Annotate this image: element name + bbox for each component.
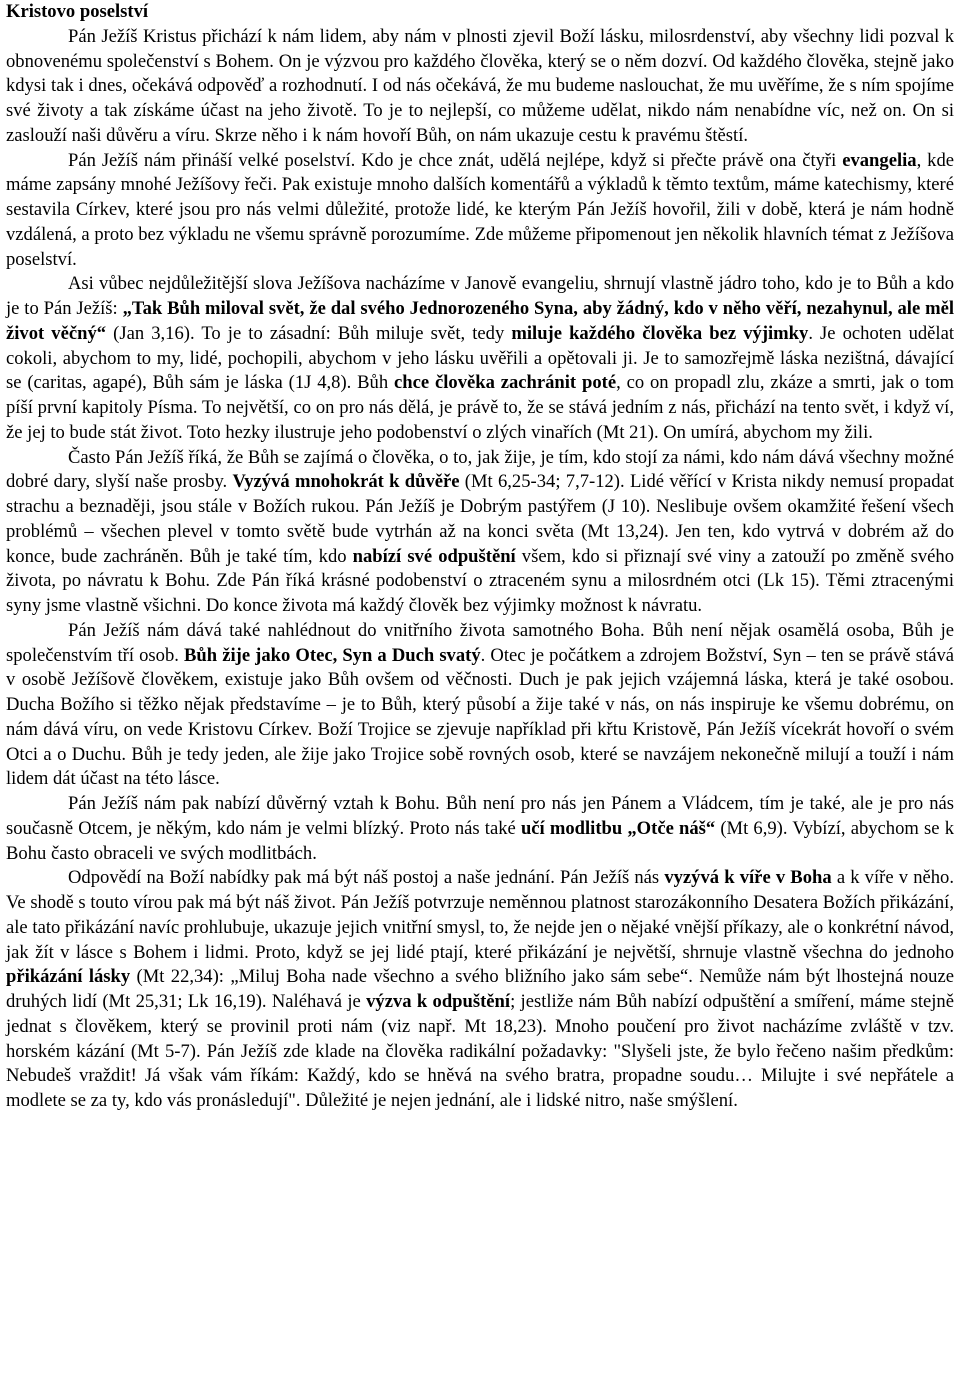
paragraph-text: ; jestliže nám Bůh nabízí odpuštění a smíření, máme stejně jednat s člověkem, který se provinil proti nám (viz např. Mt 18,23). Mnoho poučení pro život nacházíme zvláště v tzv. horském kázání (Mt 5-7). Pán Ježíš zde klade na člověka radikální požadavky: "Slyšeli jste, že bylo řečeno našim předkům: Nebudeš vraždit! Já však vám říkám: Každý, kdo se hněvá na svého bratra, propadne soudu… Milujte i své nepřátele a modlete se za ty, kdo vás pronásledují". Důležité je nejen jednání, ale i lidské nitro, naše smýšlení. (6, 991, 954, 1111)
emphasized-text: Vyzývá mnohokrát k důvěře (232, 471, 460, 493)
emphasized-text: miluje každého člověka bez výjimky (511, 322, 809, 344)
body-paragraph (6, 792, 954, 866)
body-paragraph (6, 272, 954, 445)
paragraph-text: všem, kdo si přiznají své viny a zatouží po změně svého života, po návratu k Bohu. Zde Pán říká krásné podobenství o ztraceném synu a milosrdném otci (Lk 15). Těmi ztracenými syny jsme vlastně všichni. Do konce života má každý člověk bez výjimky možnost k návratu. (6, 545, 954, 616)
paragraph-text: . Otec je počátkem a zdrojem Božství, Syn – ten se právě stává v osobě Ježíšově člověkem, existuje jako Bůh ovšem od věčnosti. Duch je pak jejich vzájemná láska, která je také osobou. Ducha Božího si těžko nějak představíme – je to Bůh, který působí a žije také v nás, on nás inspiruje ke všemu dobrému, on nám dává víru, on vede Kristovu Církev. Boží Trojice se zjevuje například při křtu Kristově, Pán Ježíš vícekrát hovoří o svém Otci a o Duchu. Bůh je tedy jeden, ale žije jako Trojice sobě rovných osob, které se navzájem nekonečně milují a touží i nám lidem dát účast na této lásce. (6, 644, 954, 790)
paragraph-text: , kde máme zapsány mnohé Ježíšovy řeči. Pak existuje mnoho dalších komentářů a výkladů k těmto textům, máme katechismy, které sestavila Církev, které jsou pro nás velmi důležité, protože lidé, ke kterým Pán Ježíš hovořil, žili v době, která je nám hodně vzdálená, a proto bez výkladu ne všemu správně porozumíme. Zde můžeme připomenout jen několik hlavních témat z Ježíšova poselství. (6, 149, 954, 270)
paragraph-text: Asi vůbec nejdůležitější slova Ježíšova nacházíme v Janově evangeliu, shrnují vlastně jádro toho, kdo je to Bůh a kdo je to Pán Ježíš: (6, 273, 954, 319)
emphasized-text: chce člověka zachránit poté (394, 372, 617, 394)
body-paragraph (6, 619, 954, 792)
emphasized-text: Bůh žije jako Otec, Syn a Duch svatý (184, 644, 481, 666)
paragraph-text: (Mt 22,34): „Miluj Boha nade všechno a svého bližního jako sám sebe“. Nemůže nám být lhostejná nouze druhých lidí (Mt 25,31; Lk 16,19). Naléhavá je (6, 966, 954, 1012)
paragraph-text: Často Pán Ježíš říká, že Bůh se zajímá o člověka, o to, jak žije, je tím, kdo stojí za námi, kdo nám dává všechny možné dobré dary, slyší naše prosby. (6, 446, 954, 493)
emphasized-text: evangelia (842, 149, 917, 171)
emphasized-text: vyzývá k víře v Boha (664, 867, 832, 889)
body-paragraph (6, 866, 954, 1114)
paragraph-text: Pán Ježíš nám přináší velké poselství. Kdo je chce znát, udělá nejlépe, když si přečte právě ona čtyři (68, 149, 843, 171)
document-body (6, 25, 954, 1114)
paragraph-text: . Je ochoten udělat cokoli, abychom to my, lidé, pochopili, abychom v jeho lásku uvěřili a opětovali ji. Je to samozřejmě láska nezištná, dávající se (caritas, agapé), Bůh sám je láska (1J 4,8). Bůh (6, 322, 955, 394)
paragraph-text: (Mt 6,9). Vybízí, abychom se k Bohu často obraceli ve svých modlitbách. (6, 817, 955, 864)
emphasized-text: výzva k odpuštění (366, 991, 511, 1012)
paragraph-text: Odpovědí na Boží nabídky pak má být náš postoj a naše jednání. Pán Ježíš nás (68, 867, 665, 889)
emphasized-text: přikázání lásky (6, 966, 131, 988)
paragraph-text: Pán Ježíš nám pak nabízí důvěrný vztah k Bohu. Bůh není pro nás jen Pánem a Vládcem, tím je také, ale je pro nás současně Otcem, je někým, kdo nám je velmi blízký. Proto nás také (6, 793, 954, 839)
body-paragraph (6, 149, 954, 273)
emphasized-text: nabízí své odpuštění (352, 545, 516, 567)
emphasized-text: učí modlitbu „Otče náš“ (520, 817, 716, 839)
document-title: Kristovo poselství (6, 1, 149, 22)
body-paragraph (6, 25, 954, 149)
emphasized-text: „Tak Bůh miloval svět, že dal svého Jednorozeného Syna, aby žádný, kdo v něho věří, nezahynul, ale měl život věčný“ (6, 298, 954, 344)
body-paragraph (6, 446, 954, 619)
paragraph-text: (Jan 3,16). To je to zásadní: Bůh miluje svět, tedy (106, 322, 512, 344)
paragraph-text: Pán Ježíš Kristus přichází k nám lidem, aby nám v plnosti zjevil Boží lásku, milosrdenství, aby všechny lidi pozval k obnovenému společenství s Bohem. On je výzvou pro každého člověka, který se o něm dozví. Od každého člověka, stejně jako kdysi tak i dnes, očekává odpověď a rozhodnutí. I od nás očekává, že mu budeme naslouchat, že mu uvěříme, že s ním spojíme své životy a tak získáme účast na jeho životě. To je to nejlepší, co můžeme udělat, nikdo nám nenabídne víc, než on. On si zaslouží naši důvěru a víru. Skrze něho i k nám hovoří Bůh, on nám ukazuje cestu k pravému štěstí. (6, 25, 954, 146)
paragraph-text: a k víře v něho. Ve shodě s touto vírou pak má být náš život. Pán Ježíš potvrzuje neměnnou platnost starozákonního Desatera Božích přikázání, ale tato přikázání navíc prohlubuje, ukazuje jejich vnitřní smysl, to, že nejde jen o nějaké vnější příkazy, ale o konkrétní návod, jak žít v lásce s Bohem i lidmi. Proto, když se jej lidé ptají, které přikázání je největší, shrnuje vlastně všechna do jednoho (6, 867, 954, 963)
paragraph-text: , co on propadl zlu, zkáze a smrti, jak o tom píší první kapitoly Písma. To největší, co on pro nás dělá, je právě to, že se stává jedním z nás, přichází na tento svět, i když ví, že jej to bude stát život. Toto hezky ilustruje jeho podobenství o zlých vinařích (Mt 21). On umírá, abychom my žili. (6, 372, 954, 443)
paragraph-text: (Mt 6,25-34; 7,7-12). Lidé věřící v Krista nikdy nemusí propadat strachu a beznaději, jsou stále v Božích rukou. Pán Ježíš je Dobrým pastýřem (J 10). Neslibuje ovšem okamžité řešení všech problémů – všechen plevel v tomto světě bude vytrhán až na konci světa (Mt 13,24). Jen ten, kdo vytrvá v dobrém až do konce, bude zachráněn. Bůh je také tím, kdo (6, 471, 954, 567)
paragraph-text: Pán Ježíš nám dává také nahlédnout do vnitřního života samotného Boha. Bůh není nějak osamělá osoba, Bůh je společenstvím tří osob. (6, 619, 954, 666)
